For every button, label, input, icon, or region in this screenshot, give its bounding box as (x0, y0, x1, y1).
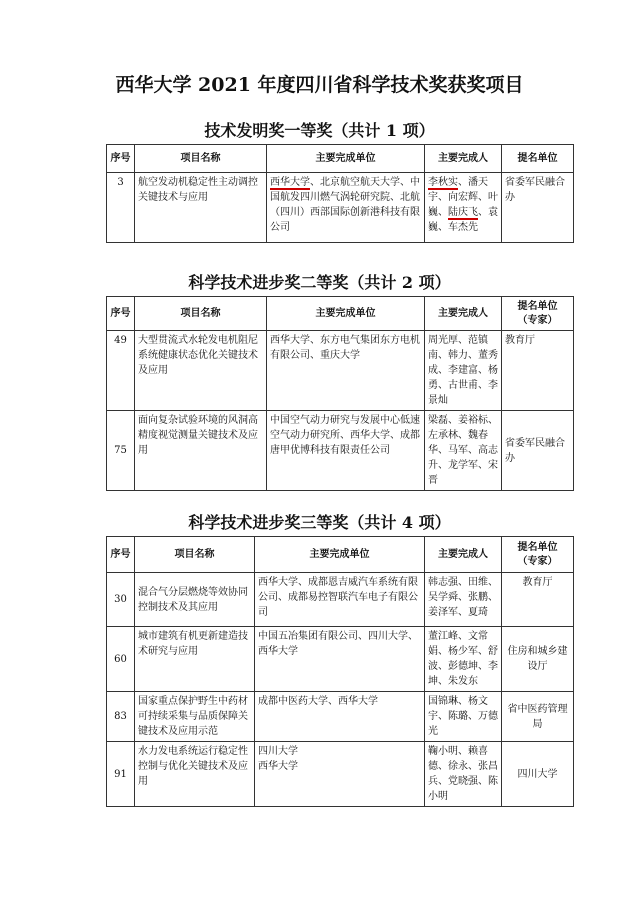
row-units: 西华大学、成都恩吉威汽车系统有限公司、成都易控智联汽车电子有限公司 (255, 573, 425, 627)
header-nominator (502, 537, 574, 573)
row-nominator: 省中医药管理局 (502, 692, 574, 742)
row-units: 四川大学 西华大学 (255, 742, 425, 807)
row-nominator: 住房和城乡建设厅 (502, 627, 574, 692)
header-people: 主要完成人 (425, 537, 502, 573)
row-people: 梁磊、姜裕标、左承林、魏春华、马军、高志升、龙学军、宋晋 (425, 411, 502, 491)
header-nominator-label: 提名单位 (517, 300, 558, 312)
row-project-name: 城市建筑有机更新建造技术研究与应用 (135, 627, 255, 692)
row-units: 中国五冶集团有限公司、四川大学、西华大学 (255, 627, 425, 692)
row-nominator: 省委军民融合办 (502, 173, 574, 243)
row-people-part-b: 、潘天宇、向宏辉、叶巍、 (428, 177, 498, 218)
header-nominator-note: （专家） (517, 555, 558, 567)
header-nominator-note: （专家） (517, 314, 558, 326)
header-name: 项目名称 (135, 297, 267, 331)
row-project-name: 大型贯流式水轮发电机阻尼系统健康状态优化关键技术及应用 (135, 331, 267, 411)
row-seq: 49 (107, 331, 135, 411)
header-units: 主要完成单位 (255, 537, 425, 573)
header-seq: 序号 (107, 537, 135, 573)
row-units: 中国空气动力研究与发展中心低速空气动力研究所、西华大学、成都唐甲优博科技有限责任公司 (267, 411, 425, 491)
table-header-row (107, 537, 574, 573)
row-seq: 3 (107, 173, 135, 243)
header-seq: 序号 (107, 297, 135, 331)
row-seq: 60 (107, 627, 135, 692)
header-seq: 序号 (107, 145, 135, 173)
progress-second-table (106, 296, 574, 491)
row-project-name: 面向复杂试验环境的风洞高精度视觉测量关键技术及应用 (135, 411, 267, 491)
row-seq: 83 (107, 692, 135, 742)
header-people: 主要完成人 (425, 145, 502, 173)
row-people-part-d: 、袁巍、车杰先 (428, 207, 498, 233)
table-row (107, 692, 574, 742)
table-row (107, 411, 574, 491)
header-units: 主要完成单位 (267, 297, 425, 331)
table-row (107, 573, 574, 627)
header-nominator (502, 297, 574, 331)
table-header-row (107, 297, 574, 331)
row-people: 周光厚、范镇南、韩力、董秀成、李建富、杨勇、古世甫、李景灿 (425, 331, 502, 411)
row-project-name: 航空发动机稳定性主动调控关键技术与应用 (135, 173, 267, 243)
row-project-name: 水力发电系统运行稳定性控制与优化关键技术及应用 (135, 742, 255, 807)
row-seq: 75 (107, 411, 135, 491)
row-units: 西华大学、东方电气集团东方电机有限公司、重庆大学 (267, 331, 425, 411)
highlight-xihua: 西华大学 (270, 177, 310, 188)
row-units-rest: 、北京航空航天大学、中国航发四川燃气涡轮研究院、北航（四川）西部国际创新港科技有限公司 (270, 177, 420, 233)
page-title: 西华大学 2021 年度四川省科学技术奖获奖项目 (115, 74, 524, 96)
row-seq: 91 (107, 742, 135, 807)
row-people (425, 173, 502, 243)
table-row (107, 331, 574, 411)
row-nominator: 四川大学 (502, 742, 574, 807)
row-people: 韩志强、田维、吴学舜、张鹏、姜泽军、夏琦 (425, 573, 502, 627)
row-nominator: 教育厅 (502, 331, 574, 411)
header-name: 项目名称 (135, 145, 267, 173)
header-people: 主要完成人 (425, 297, 502, 331)
row-units: 成都中医药大学、西华大学 (255, 692, 425, 742)
row-project-name: 混合气分层燃烧等效协同控制技术及其应用 (135, 573, 255, 627)
table-header-row (107, 145, 574, 173)
header-units: 主要完成单位 (267, 145, 425, 173)
section-heading-progress-second: 科学技术进步奖二等奖（共计 2 项） (188, 273, 451, 292)
section-heading-progress-third: 科学技术进步奖三等奖（共计 4 项） (188, 513, 451, 532)
table-row (107, 742, 574, 807)
progress-third-table (106, 536, 574, 807)
header-nominator-label: 提名单位 (517, 541, 558, 553)
highlight-person-2: 陆庆飞 (448, 207, 478, 218)
row-nominator: 省委军民融合办 (502, 411, 574, 491)
header-nominator: 提名单位 (502, 145, 574, 173)
row-units (267, 173, 425, 243)
section-heading-invention-first: 技术发明奖一等奖（共计 1 项） (204, 121, 435, 140)
row-project-name: 国家重点保护野生中药材可持续采集与品质保障关键技术及应用示范 (135, 692, 255, 742)
row-nominator: 教育厅 (502, 573, 574, 627)
highlight-person-1: 李秋实 (428, 177, 458, 188)
row-people: 国锦琳、杨文宇、陈璐、万德光 (425, 692, 502, 742)
invention-first-table (106, 144, 574, 243)
row-people: 鞠小明、赖喜德、徐永、张昌兵、党晓强、陈小明 (425, 742, 502, 807)
row-people: 董江峰、文常娟、杨少军、舒波、彭德坤、李坤、朱发东 (425, 627, 502, 692)
table-row (107, 627, 574, 692)
row-seq: 30 (107, 573, 135, 627)
table-row (107, 173, 574, 243)
header-name: 项目名称 (135, 537, 255, 573)
